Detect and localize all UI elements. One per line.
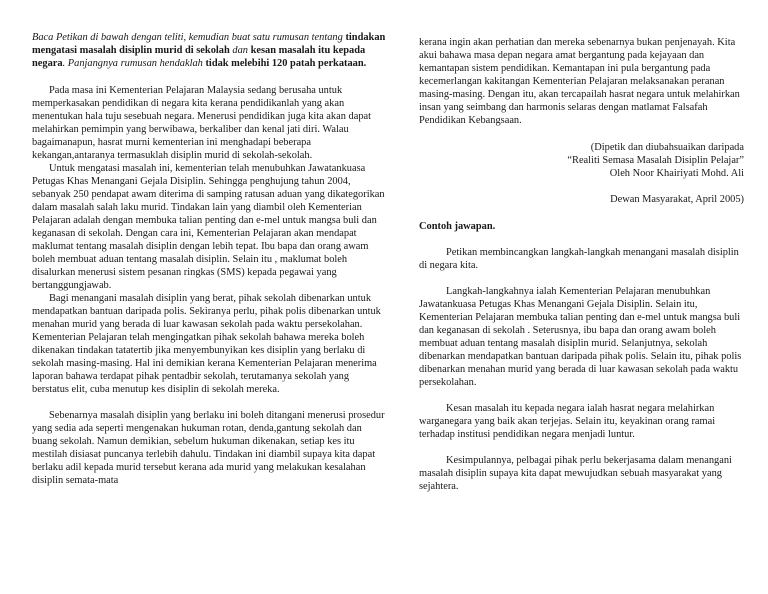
passage-paragraph-1: Pada masa ini Kementerian Pelajaran Malaysia sedang berusaha untuk memperkasakan pendidikan di negara kita kerana pendidikanlah yang akan menentukan hala tuju sesebuah negara. Menerusi pendidikan juga kita akan dapat melahirkan pemimpin yang berwibawa, berkaliber dan kenal jati diri. Walau bagaimanapun, hasrat murni kementerian ini menghadapi beberapa kekangan,antaranya termasuklah disiplin murid di sekolah-sekolah.: [32, 85, 372, 161]
answer-paragraph-2: Langkah-langkahnya ialah Kementerian Pelajaran menubuhkan Jawatankuasa Petugas Khas Menangani Gejala Disiplin. Selain itu, Kementerian Pelajaran membuka talian penting dan e-mel untuk mangsa buli dan keganasan di sekolah . Seterusnya, ibu bapa dan orang awam boleh membuat aduan tentang masalah disiplin murid. Selanjutnya, sekolah dibenarkan mendapatkan bantuan daripada pihak polis. Selain itu, pihak polis dibenarkan menahan murid yang berada di luar kawasan sekolah pada waktu persekolahan.: [419, 286, 742, 388]
passage-continuation: kerana ingin akan perhatian dan mereka sebenarnya bukan penjenayah. Kita akui bahawa masa depan negara amat bergantung pada kejayaan dan kemantapan sistem pendidikan. Kemantapan ini pula bergantung pada kecemerlangan kakitangan Kementerian Pelajaran melaksanakan peranan masing-masing. Dengan itu, akan tercapailah hasrat negara untuk melahirkan insan yang seimbang dan harmonis selaras dengan matlamat Falsafah Pendidikan Kebangsaan.: [419, 37, 740, 126]
passage-paragraph-2: Untuk mengatasi masalah ini, kementerian telah menubuhkan Jawatankuasa Petugas Khas Menangani Gejala Disiplin. Sehingga penghujung tahun 2004, sebanyak 250 pendapat awam diterima di samping ratusan aduan yang dikategorikan dalam masalah salah laku murid. Tindakan lain yang diambil oleh Kementerian Pelajaran adalah dengan membuka talian penting dan e-mel untuk mangsa buli dan keganasan di sekolah. Dengan cara ini, Kementerian Pelajaran akan mendapat maklumat tentang masalah disiplin dengan lebih tepat. Ibu bapa dan orang awam boleh membuat aduan tentang masalah disiplin. Selain itu , maklumat boleh disalurkan menerusi sistem pesanan ringkas (SMS) kepada pegawai yang bertanggungjawab.: [32, 163, 385, 291]
left-column: [32, 0, 386, 487]
citation-line-4: Dewan Masyarakat, April 2005): [610, 194, 744, 205]
citation-block: [419, 141, 744, 206]
passage-paragraph-3: Bagi menangani masalah disiplin yang berat, pihak sekolah dibenarkan untuk mendapatkan bantuan daripada polis. Sekiranya perlu, pihak polis dibenarkan untuk menahan murid yang berada di luar kawasan sekolah pada waktu persekolahan. Kementerian Pelajaran telah mengingatkan pihak sekolah bahawa mereka boleh dikenakan tindakan tatatertib jika menyembunyikan kes disiplin yang berlaku di sekolah masing-masing. Hal ini demikian kerana Kementerian Pelajaran menerima laporan bahawa terdapat pihak pentadbir sekolah, terutamanya sekolah yang berstatus elit, cuba menutup kes disiplin di sekolah mereka.: [32, 293, 381, 395]
instruction-bold-1: tindakan mengatasi masalah disiplin murid di sekolah: [32, 32, 386, 56]
citation-line-1: (Dipetik dan diubahsuaikan daripada: [590, 142, 744, 153]
answer-paragraph-4: Kesimpulannya, pelbagai pihak perlu bekerjasama dalam menangani masalah disiplin supaya kita dapat mewujudkan sebuah masyarakat yang sejahtera.: [419, 455, 732, 492]
answer-heading: Contoh jawapan.: [419, 221, 496, 232]
instruction-italic-2: dan: [232, 45, 248, 56]
instruction-bold-2: kesan masalah itu kepada negara: [32, 45, 366, 69]
instruction-paragraph: [32, 31, 386, 70]
citation-line-3: Oleh Noor Khairiyati Mohd. Ali: [609, 168, 744, 179]
passage-paragraph-4: Sebenarnya masalah disiplin yang berlaku ini boleh ditangani menerusi prosedur yang sedia ada seperti mengenakan hukuman rotan, denda,gantung sekolah dan buang sekolah. Namun demikian, sebelum hukuman dikenakan, setiap kes itu mestilah disiasat puncanya terlebih dahulu. Tindakan ini diambil supaya kita dapat berlaku adil kepada murid tersebut kerana ada murid yang melakukan kesalahan disiplin semata-mata: [32, 410, 385, 486]
instruction-bold-3: tidak melebihi 120 patah perkataan.: [205, 58, 367, 69]
instruction-italic-3: . Panjangnya rumusan hendaklah: [62, 58, 203, 69]
answer-paragraph-1: Petikan membincangkan langkah-langkah menangani masalah disiplin di negara kita.: [419, 247, 739, 271]
instruction-italic-1: Baca Petikan di bawah dengan teliti, kemudian buat satu rumusan tentang: [32, 32, 343, 43]
right-column: [419, 0, 744, 493]
answer-paragraph-3: Kesan masalah itu kepada negara ialah hasrat negara melahirkan warganegara yang baik akan terjejas. Selain itu, keyakinan orang ramai terhadap institusi pendidikan negara menjadi luntur.: [419, 403, 716, 440]
citation-line-2: “Realiti Semasa Masalah Disiplin Pelajar”: [567, 155, 744, 166]
